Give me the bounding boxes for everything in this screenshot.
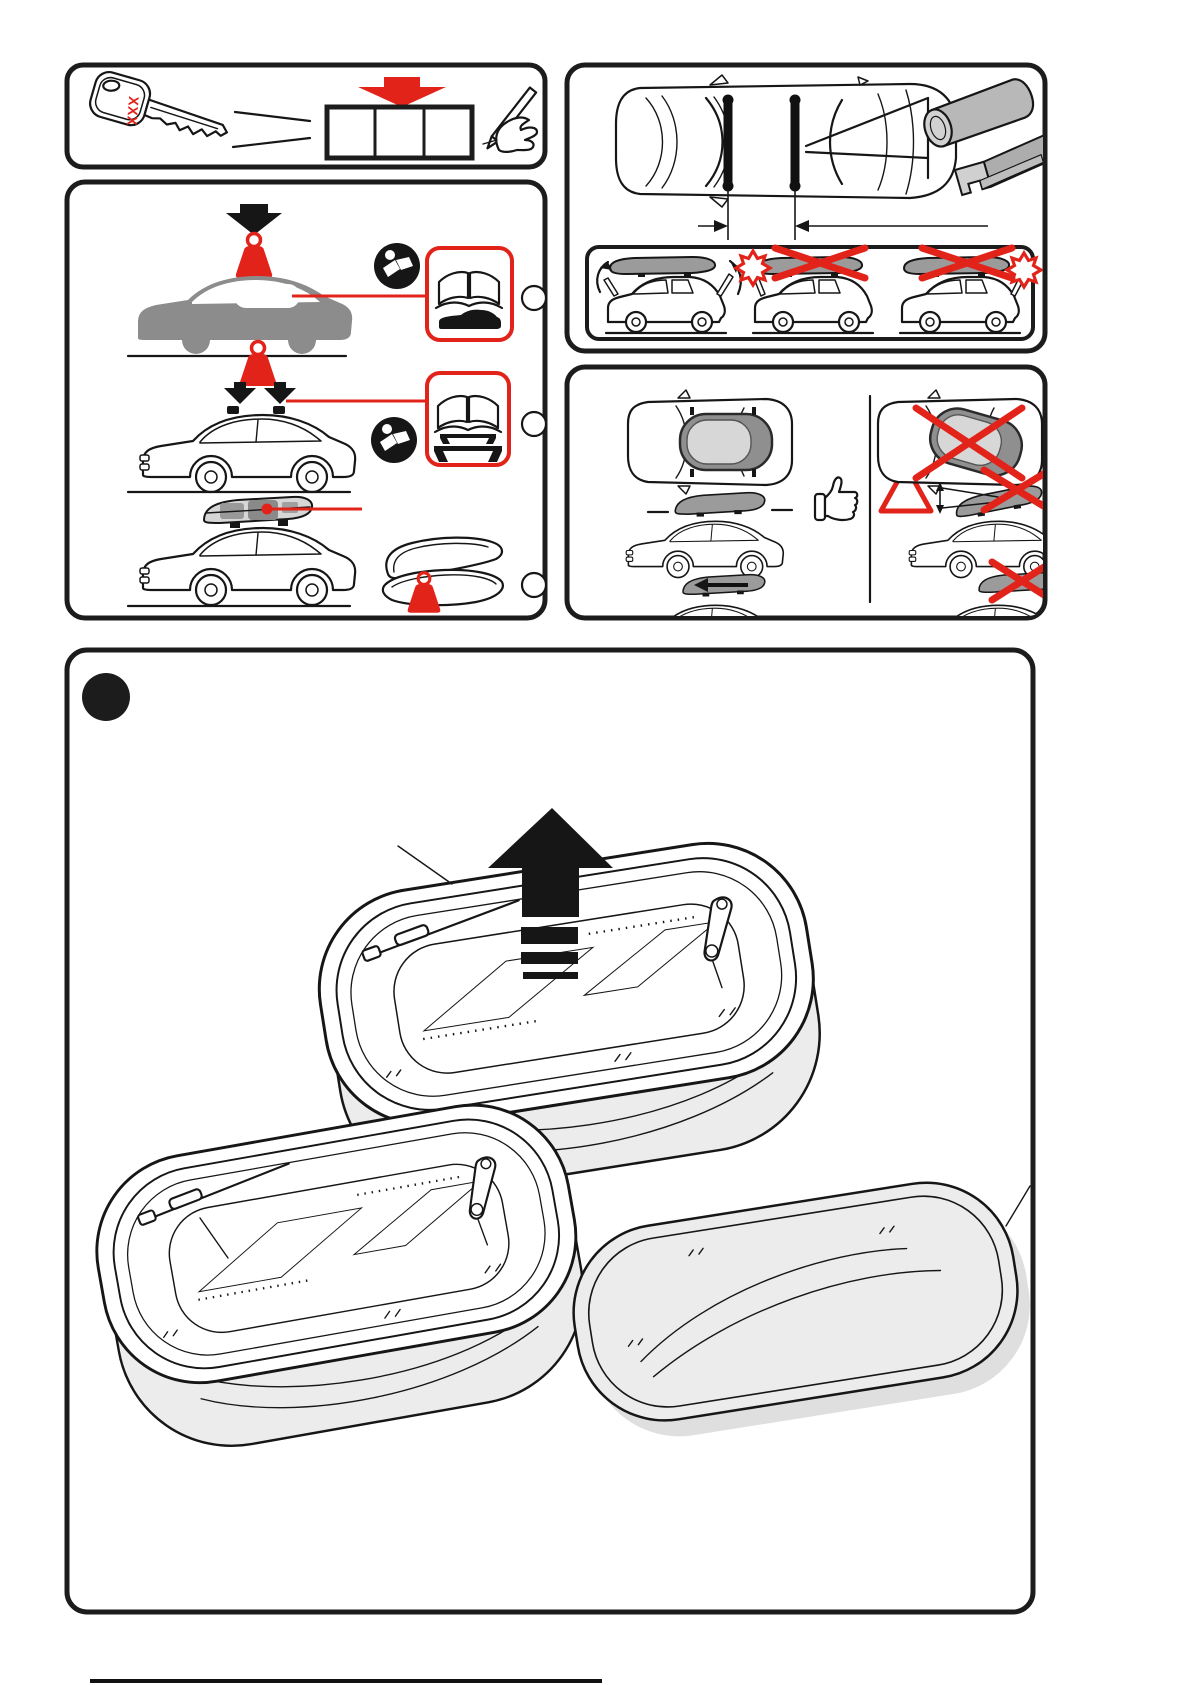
collision-starburst <box>1007 253 1041 287</box>
step-circle-1 <box>522 286 546 310</box>
vehicle-manual-callout <box>427 248 512 340</box>
panel-position <box>567 367 1066 662</box>
panel-load-limits <box>67 182 546 618</box>
code-entry-cells <box>327 107 472 158</box>
step-circle-3 <box>522 573 546 597</box>
panel-step-1 <box>67 650 1043 1612</box>
read-manual-icon <box>371 417 417 463</box>
car-top-view <box>616 75 956 207</box>
ok-top-view <box>628 390 792 494</box>
key-code-label: XXX <box>124 95 143 127</box>
read-manual-icon <box>374 243 420 289</box>
panel-crossbars <box>567 65 1054 351</box>
page-edge-artifact <box>90 1679 602 1683</box>
interior-load-area <box>234 284 300 308</box>
step-circle-2 <box>522 412 546 436</box>
rack-manual-callout <box>427 373 509 465</box>
step-badge <box>82 673 130 721</box>
collision-starburst <box>736 251 770 285</box>
panel-key-code <box>67 65 545 167</box>
